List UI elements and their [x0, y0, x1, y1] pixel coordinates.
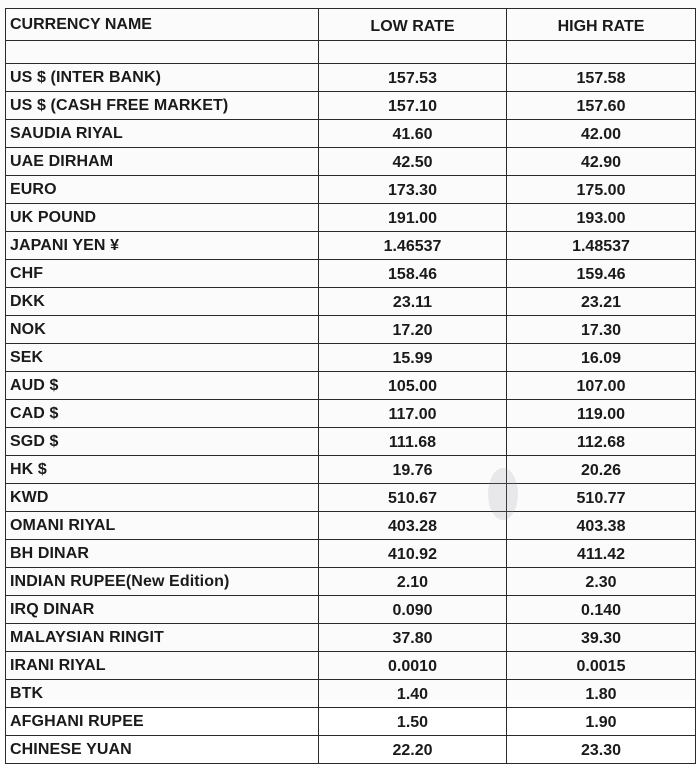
high-rate-cell: 17.30: [507, 316, 696, 344]
low-rate-cell: 1.40: [319, 680, 507, 708]
header-row: [6, 9, 696, 41]
table-row: [6, 680, 696, 708]
table-row: [6, 204, 696, 232]
low-rate-cell: 42.50: [319, 148, 507, 176]
high-rate-cell: 16.09: [507, 344, 696, 372]
currency-name-cell: SGD $: [6, 428, 319, 456]
table-row: [6, 596, 696, 624]
table-row: [6, 344, 696, 372]
low-rate-cell: 1.50: [319, 708, 507, 736]
table-row: [6, 624, 696, 652]
high-rate-cell: 510.77: [507, 484, 696, 512]
table-row: [6, 512, 696, 540]
high-rate-cell: 1.48537: [507, 232, 696, 260]
currency-name-cell: MALAYSIAN RINGIT: [6, 624, 319, 652]
low-rate-cell: 410.92: [319, 540, 507, 568]
high-rate-cell: 119.00: [507, 400, 696, 428]
high-rate-cell: 1.80: [507, 680, 696, 708]
high-rate-cell: 107.00: [507, 372, 696, 400]
currency-name-cell: OMANI RIYAL: [6, 512, 319, 540]
low-rate-cell: 1.46537: [319, 232, 507, 260]
currency-name-cell: SAUDIA RIYAL: [6, 120, 319, 148]
table-row: [6, 708, 696, 736]
table-row: [6, 484, 696, 512]
table-row: [6, 400, 696, 428]
currency-name-cell: HK $: [6, 456, 319, 484]
currency-name-cell: DKK: [6, 288, 319, 316]
currency-name-cell: EURO: [6, 176, 319, 204]
high-rate-cell: 157.58: [507, 64, 696, 92]
high-rate-cell: 42.90: [507, 148, 696, 176]
currency-name-cell: IRQ DINAR: [6, 596, 319, 624]
high-rate-cell: 42.00: [507, 120, 696, 148]
table-row: [6, 456, 696, 484]
low-rate-header: LOW RATE: [319, 9, 507, 41]
currency-name-cell: BH DINAR: [6, 540, 319, 568]
high-rate-cell: 2.30: [507, 568, 696, 596]
high-rate-cell: 20.26: [507, 456, 696, 484]
high-rate-cell: 411.42: [507, 540, 696, 568]
low-rate-cell: 15.99: [319, 344, 507, 372]
high-rate-cell: 159.46: [507, 260, 696, 288]
high-rate-cell: 193.00: [507, 204, 696, 232]
low-rate-cell: 403.28: [319, 512, 507, 540]
low-rate-cell: 22.20: [319, 736, 507, 764]
table-body: [6, 41, 696, 764]
low-rate-cell: 157.10: [319, 92, 507, 120]
table-row: [6, 316, 696, 344]
low-rate-cell: 2.10: [319, 568, 507, 596]
currency-name-cell: CHINESE YUAN: [6, 736, 319, 764]
table-row: [6, 736, 696, 764]
high-rate-header: HIGH RATE: [507, 9, 696, 41]
high-rate-cell: 0.0015: [507, 652, 696, 680]
blank-cell: [6, 41, 319, 64]
currency-name-cell: IRANI RIYAL: [6, 652, 319, 680]
low-rate-cell: 0.090: [319, 596, 507, 624]
table-row: [6, 92, 696, 120]
low-rate-cell: 158.46: [319, 260, 507, 288]
currency-name-cell: UAE DIRHAM: [6, 148, 319, 176]
high-rate-cell: 0.140: [507, 596, 696, 624]
currency-name-cell: AUD $: [6, 372, 319, 400]
table-row: [6, 428, 696, 456]
table-row: [6, 568, 696, 596]
currency-name-cell: US $ (INTER BANK): [6, 64, 319, 92]
high-rate-cell: 157.60: [507, 92, 696, 120]
currency-name-cell: UK POUND: [6, 204, 319, 232]
low-rate-cell: 0.0010: [319, 652, 507, 680]
high-rate-cell: 23.30: [507, 736, 696, 764]
table-row: [6, 120, 696, 148]
low-rate-cell: 191.00: [319, 204, 507, 232]
currency-name-cell: KWD: [6, 484, 319, 512]
low-rate-cell: 17.20: [319, 316, 507, 344]
table-row: [6, 540, 696, 568]
table-row: [6, 260, 696, 288]
table-row: [6, 288, 696, 316]
low-rate-cell: 157.53: [319, 64, 507, 92]
table-row: [6, 64, 696, 92]
table-row: [6, 372, 696, 400]
table-row: [6, 232, 696, 260]
currency-name-cell: JAPANI YEN ¥: [6, 232, 319, 260]
currency-name-cell: CHF: [6, 260, 319, 288]
table-header: [6, 9, 696, 41]
high-rate-cell: 112.68: [507, 428, 696, 456]
low-rate-cell: 173.30: [319, 176, 507, 204]
low-rate-cell: 510.67: [319, 484, 507, 512]
currency-name-cell: US $ (CASH FREE MARKET): [6, 92, 319, 120]
high-rate-cell: 175.00: [507, 176, 696, 204]
low-rate-cell: 117.00: [319, 400, 507, 428]
blank-row: [6, 41, 696, 64]
table-row: [6, 652, 696, 680]
high-rate-cell: 39.30: [507, 624, 696, 652]
table-row: [6, 148, 696, 176]
currency-name-cell: CAD $: [6, 400, 319, 428]
low-rate-cell: 23.11: [319, 288, 507, 316]
low-rate-cell: 111.68: [319, 428, 507, 456]
blank-cell: [507, 41, 696, 64]
high-rate-cell: 1.90: [507, 708, 696, 736]
table-row: [6, 176, 696, 204]
high-rate-cell: 23.21: [507, 288, 696, 316]
low-rate-cell: 105.00: [319, 372, 507, 400]
low-rate-cell: 41.60: [319, 120, 507, 148]
currency-rates-table: [5, 8, 696, 764]
low-rate-cell: 37.80: [319, 624, 507, 652]
currency-name-cell: INDIAN RUPEE(New Edition): [6, 568, 319, 596]
high-rate-cell: 403.38: [507, 512, 696, 540]
blank-cell: [319, 41, 507, 64]
currency-name-cell: AFGHANI RUPEE: [6, 708, 319, 736]
currency-name-cell: NOK: [6, 316, 319, 344]
currency-name-cell: BTK: [6, 680, 319, 708]
currency-name-cell: SEK: [6, 344, 319, 372]
low-rate-cell: 19.76: [319, 456, 507, 484]
currency-name-header: CURRENCY NAME: [6, 9, 319, 41]
